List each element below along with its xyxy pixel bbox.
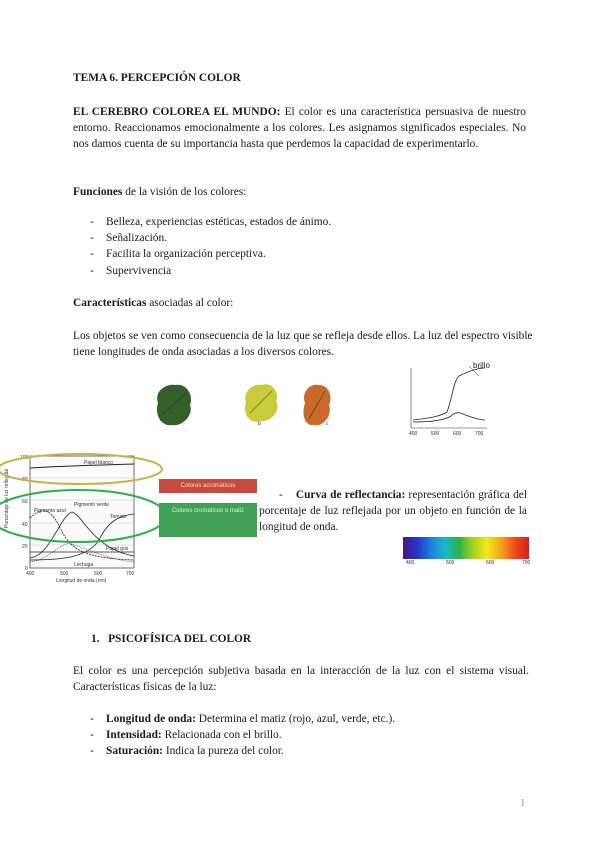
item-text: Indica la pureza del color. [162, 745, 284, 758]
small-xtick: 400 [409, 431, 418, 437]
callout-chromatic: Colores cromáticos o matiz [159, 503, 257, 537]
ylabel: Porcentaje de luz reflejada [4, 468, 10, 528]
funciones-heading [73, 184, 246, 200]
leaf-label-b: b [258, 421, 261, 427]
xtick: 500 [60, 571, 69, 577]
spectrum-tick: 700 [522, 560, 531, 566]
curve-label: Papel gris [106, 546, 129, 552]
reflectance-curve-dark [413, 413, 485, 422]
curve-label: Tomate [110, 514, 127, 520]
brillo-graph [393, 356, 493, 444]
xlabel: Longitud de onda (nm) [56, 578, 107, 584]
caracteristicas-rest: asociadas al color: [146, 297, 234, 309]
small-xtick: 500 [431, 431, 440, 437]
page-title: TEMA 6. PERCEPCIÓN COLOR [73, 72, 241, 84]
ytick: 40 [22, 522, 28, 528]
list-item: - Señalización. [86, 230, 486, 246]
item-label: Longitud de onda: [106, 713, 196, 725]
list-item: - Supervivencia [86, 263, 486, 279]
list-item [86, 743, 516, 759]
section-heading [91, 631, 251, 647]
reflectance-curve-bright [413, 368, 485, 420]
item-label: Saturación: [106, 745, 163, 758]
leaf-label-c: c [326, 421, 329, 427]
spectrum-tick: 400 [406, 560, 415, 566]
item-text: Relacionada con el brillo. [161, 729, 282, 742]
spectrum-bar [403, 537, 529, 559]
spectrum-axis [400, 560, 532, 568]
xtick: 700 [126, 571, 135, 577]
leaves-figure [150, 375, 340, 435]
small-xtick: 700 [475, 431, 484, 437]
leaf-label-a: a [160, 417, 163, 423]
curva-label: Curva de reflectancia: [295, 489, 406, 501]
small-xtick: 600 [453, 431, 462, 437]
section-title: PSICOFÍSICA DEL COLOR [108, 633, 252, 645]
objetos-paragraph: Los objetos se ven como consecuencia de la luz que se refleja desde ellos. La luz del espectro visible tiene longitudes de onda asociadas a los diversos colores. [73, 330, 533, 359]
spectrum-tick: 500 [446, 560, 455, 566]
xtick: 400 [26, 571, 35, 577]
xtick: 600 [94, 571, 103, 577]
spectrum-tick: 600 [486, 560, 495, 566]
ytick: 80 [22, 477, 28, 483]
funciones-label: Funciones [73, 186, 123, 198]
curve-label: Lechuga [74, 562, 94, 568]
intro-heading: EL CEREBRO COLOREA EL MUNDO: [73, 106, 281, 118]
intro-paragraph [73, 104, 526, 153]
intro-text: El color es una característica persuasiva de nuestro entorno. Reaccionamos emocionalmente a los colores. Les asignamos significados especiales. No nos damos cuenta de su importancia hasta que perdemos la capacidad de experimentarlo. [73, 106, 526, 151]
brillo-label: brillo [473, 361, 490, 370]
caracteristicas-label: Características [73, 297, 147, 309]
curve-label: Pigmento verde [74, 502, 110, 508]
curve-label: Pigmento azul [34, 508, 66, 514]
funciones-rest: de la visión de los colores: [122, 186, 247, 198]
section-number: 1. [91, 633, 100, 645]
light-characteristics-list [86, 711, 516, 760]
funciones-list [86, 214, 486, 279]
list-item: - Facilita la organización perceptiva. [86, 246, 486, 262]
ytick: 20 [22, 544, 28, 550]
list-item: - Belleza, experiencias estéticas, estados de ánimo. [86, 214, 486, 230]
curva-text: representación gráfica del porcentaje de luz reflejada por un objeto en función de la longitud de onda. [259, 489, 528, 534]
ytick: 0 [25, 566, 28, 572]
item-label: Intensidad: [106, 729, 162, 742]
page-number: 1 [520, 797, 526, 809]
leaf-icon-yellow [245, 384, 278, 422]
curve-label: Papel blanco [84, 460, 113, 466]
visible-spectrum [403, 537, 529, 559]
item-text: Determina el matiz (rojo, azul, verde, etc.). [195, 713, 396, 725]
ytick: 100 [20, 455, 29, 461]
leaf-icon-orange [303, 385, 330, 426]
curva-paragraph: - Curva de reflectancia: representación gráfica del porcentaje de luz reflejada por un objeto en función de la longitud de onda. [259, 489, 528, 534]
list-item [86, 711, 516, 727]
callout-achromatic: Colores acromáticos [159, 479, 257, 493]
caracteristicas-heading [73, 295, 233, 311]
ytick: 60 [22, 499, 28, 505]
section1-paragraph: El color es una percepción subjetiva basada en la interacción de la luz con el sistema visual. Características físicas de la luz: [73, 665, 529, 694]
list-item [86, 727, 516, 743]
